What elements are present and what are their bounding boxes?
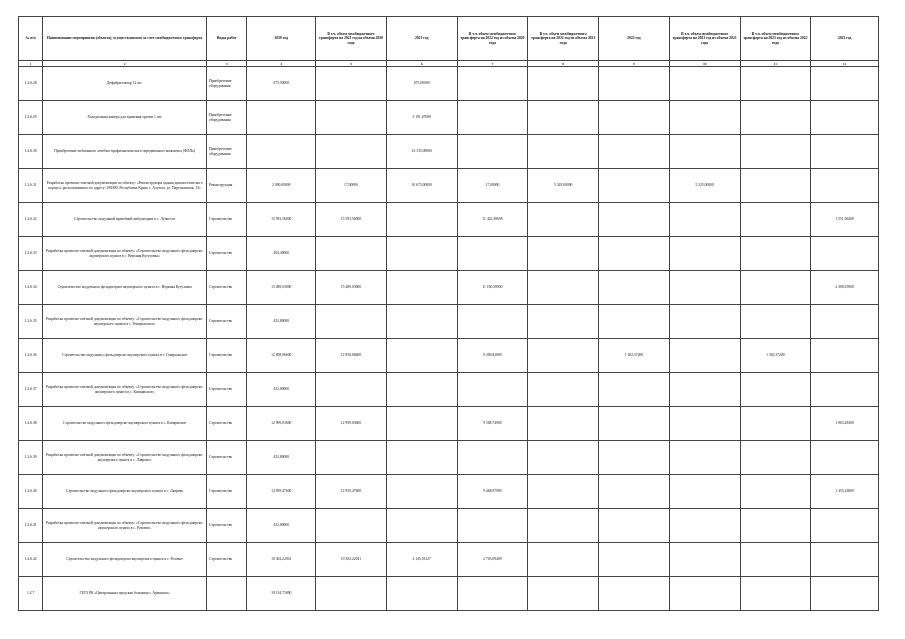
value-2021-from-2020: 15 489,03000: [316, 271, 387, 305]
value-2020: 432,80000: [247, 441, 316, 475]
column-number: 10: [669, 61, 740, 67]
value-2023: [811, 373, 879, 407]
value-2023: [811, 339, 879, 373]
value-2023-from-2021: 5 325,00000: [669, 169, 740, 203]
table-row: [19, 67, 879, 101]
table-row: [19, 305, 879, 339]
row-work-type: Приобретение оборудования: [206, 135, 246, 169]
value-2021: 3 191,67000: [386, 101, 457, 135]
column-number: 4: [247, 61, 316, 67]
value-2021-from-2020: 17,00000: [316, 169, 387, 203]
value-2022-from-2020: [457, 441, 528, 475]
row-name: Разработка проектно-сметной документации по объекту: «Реконструкция здания диагностического корпуса, расположенного по адресу: 298390, Республика Крым, г. Алушта, ул. Партизанская, 13»: [43, 169, 207, 203]
value-2022-from-2021: [528, 237, 599, 271]
value-2021-from-2020: [316, 305, 387, 339]
value-2023-from-2022: [740, 101, 811, 135]
row-number: 1.2.6.30: [19, 135, 43, 169]
value-2020: 432,80000: [247, 373, 316, 407]
row-work-type: Строительство: [206, 305, 246, 339]
table-row: [19, 577, 879, 611]
row-work-type: Строительство: [206, 271, 246, 305]
value-2020: 2 490,00000: [247, 169, 316, 203]
column-number: 5: [316, 61, 387, 67]
row-name: Холодильная камера для хранения трупов 1 шт.: [43, 101, 207, 135]
value-2021-from-2020: 12 858,06600: [316, 339, 387, 373]
table-row: [19, 509, 879, 543]
value-2022-from-2021: [528, 441, 599, 475]
value-2022-from-2020: [457, 67, 528, 101]
row-number: 1.2.6.42: [19, 543, 43, 577]
value-2023-from-2021: [669, 509, 740, 543]
value-2022-from-2020: 17,00000: [457, 169, 528, 203]
value-2021: [386, 271, 457, 305]
value-2021: [386, 441, 457, 475]
value-2023: [811, 169, 879, 203]
row-work-type: Строительство: [206, 441, 246, 475]
value-2021-from-2020: [316, 101, 387, 135]
row-number: 1.2.7: [19, 577, 43, 611]
table-row: [19, 407, 879, 441]
value-2022-from-2020: 2 703,09409: [457, 543, 528, 577]
value-2021: [386, 407, 457, 441]
row-work-type: Реконструкция: [206, 169, 246, 203]
value-2022: 1 302,37200: [599, 339, 670, 373]
value-2022: [599, 237, 670, 271]
value-2022: [599, 373, 670, 407]
value-2021-from-2020: [316, 441, 387, 475]
value-2022: [599, 169, 670, 203]
value-2023-from-2022: [740, 169, 811, 203]
value-2020: 15 593,56000: [247, 203, 316, 237]
value-2023-from-2021: [669, 441, 740, 475]
value-2021-from-2020: [316, 67, 387, 101]
row-number: 1.2.6.29: [19, 101, 43, 135]
value-2022-from-2020: 9 309,82800: [457, 339, 528, 373]
header-row: [19, 17, 879, 61]
row-number: 1.2.6.34: [19, 271, 43, 305]
value-2022-from-2021: [528, 67, 599, 101]
value-2022-from-2020: [457, 305, 528, 339]
header-cell: В т.ч. объем межбюджетного трансферта на 2023 год из объема 2021 года: [669, 17, 740, 61]
value-2022-from-2020: [457, 135, 528, 169]
value-2022-from-2021: [528, 339, 599, 373]
value-2020: 19 134,75000: [247, 577, 316, 611]
row-work-type: Строительство: [206, 203, 246, 237]
row-work-type: Строительство: [206, 509, 246, 543]
value-2022-from-2020: 9 468,97900: [457, 475, 528, 509]
value-2023-from-2021: [669, 407, 740, 441]
value-2021: 12 135,00000: [386, 135, 457, 169]
value-2022-from-2020: 11 160,58900: [457, 271, 528, 305]
value-2022-from-2021: [528, 305, 599, 339]
row-name: Строительство модульного фельдшерско-акушерского пункта в с. Розовое: [43, 543, 207, 577]
value-2023-from-2022: [740, 407, 811, 441]
value-2022-from-2021: [528, 407, 599, 441]
row-name: Приобретение мобильного лечебно-профилактического передвижного комплекса (ФАПа): [43, 135, 207, 169]
column-number: 6: [386, 61, 457, 67]
row-work-type: Приобретение оборудования: [206, 67, 246, 101]
value-2021: 2 145,01127: [386, 543, 457, 577]
value-2021-from-2020: [316, 373, 387, 407]
header-cell: Наименование мероприятия (объекта), осуществляемого за счет межбюджетного трансферта: [43, 17, 207, 61]
header-cell: В т.ч. объем межбюджетного трансферта на 2022 год из объема 2020 года: [457, 17, 528, 61]
value-2023-from-2022: [740, 67, 811, 101]
row-name: Разработка проектно-сметной документации по объекту: «Строительство модульного фельдшерско-акушерского пункта в с. Лаврово»: [43, 441, 207, 475]
value-2020: [247, 135, 316, 169]
row-number: 1.2.6.33: [19, 237, 43, 271]
row-name: Строительство модульного фельдшерско-акушерского пункта в с. Лаврово: [43, 475, 207, 509]
column-number: 2: [43, 61, 207, 67]
column-number: 1: [19, 61, 43, 67]
value-2022: [599, 509, 670, 543]
table-body: [19, 67, 879, 611]
value-2021-from-2020: 15 593,56000: [316, 203, 387, 237]
value-2020: 432,80000: [247, 509, 316, 543]
column-number: 3: [206, 61, 246, 67]
value-2022-from-2021: [528, 101, 599, 135]
value-2023-from-2021: [669, 543, 740, 577]
value-2020: 12 959,47600: [247, 475, 316, 509]
value-2022-from-2020: 9 588,74900: [457, 407, 528, 441]
value-2023-from-2022: [740, 203, 811, 237]
row-number: 1.2.6.28: [19, 67, 43, 101]
value-2023-from-2021: [669, 475, 740, 509]
value-2021: [386, 373, 457, 407]
value-2022-from-2021: [528, 509, 599, 543]
value-2023: [811, 67, 879, 101]
value-2020: 15 489,03000: [247, 271, 316, 305]
value-2022: [599, 543, 670, 577]
header-cell: № п/п: [19, 17, 43, 61]
value-2023-from-2021: [669, 237, 740, 271]
value-2023-from-2021: [669, 101, 740, 135]
row-number: 1.2.6.32: [19, 203, 43, 237]
value-2023-from-2021: [669, 373, 740, 407]
value-2023-from-2022: 1 302,37200: [740, 339, 811, 373]
value-2021: [386, 339, 457, 373]
header-cell: Виды работ: [206, 17, 246, 61]
row-work-type: Строительство: [206, 475, 246, 509]
value-2023-from-2022: [740, 135, 811, 169]
value-2022-from-2021: [528, 203, 599, 237]
row-number: 1.2.6.38: [19, 407, 43, 441]
column-number: 8: [528, 61, 599, 67]
value-2022: [599, 441, 670, 475]
header-cell: 2022 год: [599, 17, 670, 61]
value-2023-from-2021: [669, 67, 740, 101]
row-name: Дефибриллятор 12 шт.: [43, 67, 207, 101]
value-2021: [386, 475, 457, 509]
value-2020: 12 858,06600: [247, 339, 316, 373]
value-2022-from-2021: [528, 271, 599, 305]
value-2021: [386, 203, 457, 237]
value-2022-from-2020: [457, 237, 528, 271]
row-number: 1.2.6.31: [19, 169, 43, 203]
value-2023-from-2021: [669, 339, 740, 373]
value-2021-from-2020: 12 959,47600: [316, 475, 387, 509]
value-2021: [386, 237, 457, 271]
value-2023: [811, 101, 879, 135]
row-name: Разработка проектно-сметной документации по объекту: «Строительство модульного фельдшерско-акушерского пункта в с. Кипарисное»: [43, 373, 207, 407]
header-cell: В т.ч. объем межбюджетного трансферта на 2021 год из объема 2020 года: [316, 17, 387, 61]
table-row: [19, 237, 879, 271]
value-2020: 432,80000: [247, 305, 316, 339]
header-cell: 2023 год: [811, 17, 879, 61]
value-2022-from-2020: [457, 509, 528, 543]
table-row: [19, 373, 879, 407]
value-2022-from-2020: [457, 101, 528, 135]
value-2020: 10 302,22941: [247, 543, 316, 577]
value-2023-from-2022: [740, 441, 811, 475]
table-row: [19, 475, 879, 509]
header-cell: В т.ч. объем межбюджетного трансферта на 2023 год из объема 2022 года: [740, 17, 811, 61]
row-name: Строительство модульной врачебной амбулатории в с. Лучистое: [43, 203, 207, 237]
value-2020: 675,50000: [247, 67, 316, 101]
value-2023-from-2022: [740, 509, 811, 543]
value-2022: [599, 305, 670, 339]
column-number: 9: [599, 61, 670, 67]
value-2023-from-2022: [740, 577, 811, 611]
value-2023-from-2022: [740, 237, 811, 271]
value-2022-from-2021: [528, 135, 599, 169]
value-2021-from-2020: 12 999,03600: [316, 407, 387, 441]
table-row: [19, 543, 879, 577]
value-2021: [386, 305, 457, 339]
row-work-type: Строительство: [206, 543, 246, 577]
value-2023-from-2021: [669, 305, 740, 339]
row-name: Разработка проектно-сметной документации по объекту: «Строительство модульного фельдшерско-акушерского пункта в с. Розовое»: [43, 509, 207, 543]
value-2022-from-2021: 5 329,00000: [528, 169, 599, 203]
table-row: [19, 169, 879, 203]
row-work-type: Приобретение оборудования: [206, 101, 246, 135]
row-work-type: Строительство: [206, 373, 246, 407]
value-2023-from-2022: [740, 475, 811, 509]
table-row: [19, 441, 879, 475]
row-number: 1.2.6.40: [19, 475, 43, 509]
value-2023-from-2022: [740, 543, 811, 577]
column-number: 7: [457, 61, 528, 67]
value-2022-from-2020: 11 425,38658: [457, 203, 528, 237]
value-2021-from-2020: [316, 135, 387, 169]
table-row: [19, 339, 879, 373]
row-work-type: Строительство: [206, 237, 246, 271]
value-2022: [599, 67, 670, 101]
row-number: 1.2.6.37: [19, 373, 43, 407]
header-cell: 2020 год: [247, 17, 316, 61]
row-number: 1.2.6.36: [19, 339, 43, 373]
value-2023: 2 308,67600: [811, 271, 879, 305]
row-work-type: [206, 577, 246, 611]
row-number: 1.2.6.39: [19, 441, 43, 475]
value-2021: [386, 509, 457, 543]
value-2021: [386, 577, 457, 611]
value-2022: [599, 475, 670, 509]
value-2023-from-2021: [669, 271, 740, 305]
value-2022-from-2021: [528, 373, 599, 407]
value-2023-from-2021: [669, 577, 740, 611]
value-2022: [599, 203, 670, 237]
row-number: 1.2.6.35: [19, 305, 43, 339]
row-work-type: Строительство: [206, 339, 246, 373]
value-2023: [811, 237, 879, 271]
value-2023-from-2022: [740, 373, 811, 407]
value-2022: [599, 407, 670, 441]
value-2023-from-2021: [669, 135, 740, 169]
header-cell: В т.ч. объем межбюджетного трансферта на 2022 год из объема 2021 года: [528, 17, 599, 61]
row-work-type: Строительство: [206, 407, 246, 441]
value-2021-from-2020: [316, 509, 387, 543]
value-2022: [599, 135, 670, 169]
row-name: Разработка проектно-сметной документации по объекту: «Строительство модульного фельдшерско-акушерского пункта в с. Верхняя Кутузовка»: [43, 237, 207, 271]
value-2023-from-2022: [740, 271, 811, 305]
value-2023: [811, 577, 879, 611]
value-2021-from-2020: [316, 577, 387, 611]
row-name: ГБУЗ РК «Центральная городская больница г. Армянска»: [43, 577, 207, 611]
value-2021: 675,00000: [386, 67, 457, 101]
row-name: Строительство модульного фельдшерско-акушерского пункта в с. Кипарисное: [43, 407, 207, 441]
value-2022-from-2020: [457, 577, 528, 611]
header-cell: 2021 год: [386, 17, 457, 61]
budget-table: [18, 16, 879, 611]
value-2021-from-2020: [316, 237, 387, 271]
value-2021: 10 675,00000: [386, 169, 457, 203]
value-2023: 1 455,43800: [811, 475, 879, 509]
value-2022: [599, 101, 670, 135]
table-row: [19, 135, 879, 169]
value-2020: 494,40000: [247, 237, 316, 271]
table-row: [19, 101, 879, 135]
row-name: Строительство модульного фельдшерско-акушерского пункта в с. Верхняя Кутузовка: [43, 271, 207, 305]
value-2022: [599, 271, 670, 305]
value-2020: 12 999,03600: [247, 407, 316, 441]
value-2022-from-2021: [528, 475, 599, 509]
value-2022: [599, 577, 670, 611]
value-2021-from-2020: 10 302,22941: [316, 543, 387, 577]
value-2020: [247, 101, 316, 135]
table-row: [19, 271, 879, 305]
column-number: 11: [740, 61, 811, 67]
value-2023: 1 863,28300: [811, 407, 879, 441]
value-2023-from-2022: [740, 305, 811, 339]
column-number: 12: [811, 61, 879, 67]
value-2022-from-2021: [528, 577, 599, 611]
table-row: [19, 203, 879, 237]
row-name: Строительство модульного фельдшерско-акушерского пункта в с. Генеральское: [43, 339, 207, 373]
value-2023: [811, 305, 879, 339]
value-2023: [811, 135, 879, 169]
value-2023-from-2021: [669, 203, 740, 237]
value-2023: [811, 509, 879, 543]
value-2023: 1 551,96400: [811, 203, 879, 237]
row-name: Разработка проектно-сметной документации по объекту: «Строительство модульного фельдшерско-акушерского пункта в с. Генеральское»: [43, 305, 207, 339]
value-2023: [811, 543, 879, 577]
row-number: 1.2.6.41: [19, 509, 43, 543]
value-2022-from-2020: [457, 373, 528, 407]
value-2022-from-2021: [528, 543, 599, 577]
value-2023: [811, 441, 879, 475]
